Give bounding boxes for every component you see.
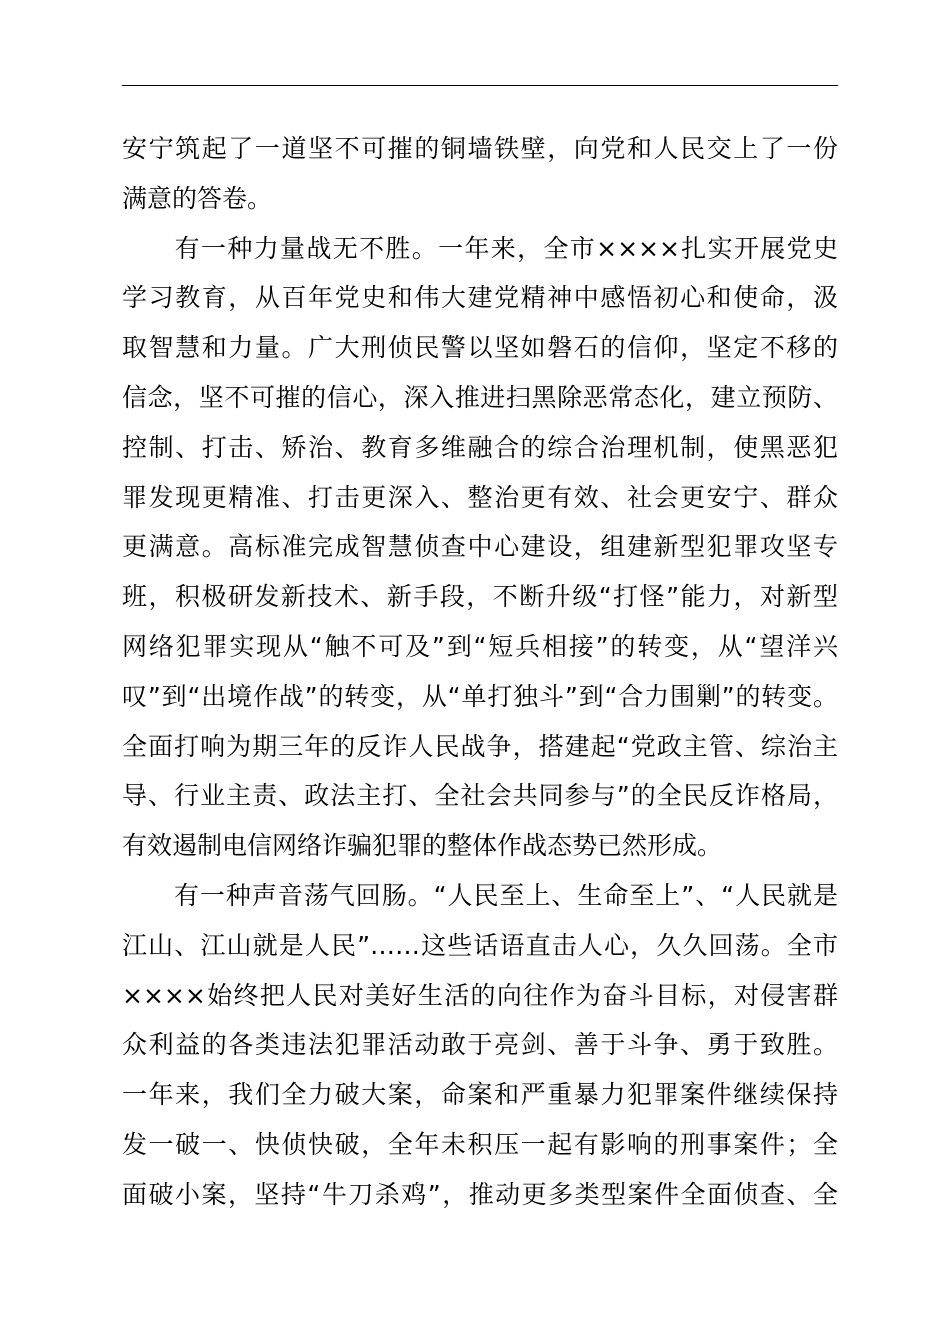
text-line: 发一破一、快侦快破，全年未积压一起有影响的刑事案件；全 — [122, 1129, 838, 1159]
text-line: 罪发现更精准、打击更深入、整治更有效、社会更安宁、群众 — [122, 482, 838, 512]
text-line: 有效遏制电信网络诈骗犯罪的整体作战态势已然形成。 — [122, 831, 723, 861]
text-line: 安宁筑起了一道坚不可摧的铜墙铁壁，向党和人民交上了一份 — [122, 134, 838, 163]
text-line: 一年来，我们全力破大案，命案和严重暴力犯罪案件继续保持 — [122, 1080, 838, 1110]
text-line: 学习教育，从百年党史和伟大建党精神中感悟初心和使命，汲 — [122, 283, 838, 313]
text-line: 满意的答卷。 — [122, 183, 273, 213]
text-line: 面破小案，坚持“牛刀杀鸡”，推动更多类型案件全面侦查、全 — [122, 1179, 838, 1209]
text-line: 控制、打击、矫治、教育多维融合的综合治理机制，使黑恶犯 — [122, 432, 838, 462]
text-line: ××××始终把人民对美好生活的向往作为奋斗目标，对侵害群 — [122, 980, 838, 1010]
text-line: 有一种力量战无不胜。一年来，全市××××扎实开展党史 — [122, 233, 838, 263]
body-text — [122, 124, 838, 1220]
header-rule — [122, 85, 838, 86]
text-line: 众利益的各类违法犯罪活动敢于亮剑、善于斗争、勇于致胜。 — [122, 1030, 838, 1060]
text-line: 网络犯罪实现从“触不可及”到“短兵相接”的转变，从“望洋兴 — [122, 631, 838, 661]
text-line: 班，积极研发新技术、新手段，不断升级“打怪”能力，对新型 — [122, 582, 838, 612]
text-line: 信念，坚不可摧的信心，深入推进扫黑除恶常态化，建立预防、 — [122, 382, 838, 412]
text-line: 江山、江山就是人民”……这些话语直击人心，久久回荡。全市 — [122, 930, 838, 960]
text-line: 有一种声音荡气回肠。“人民至上、生命至上”、“人民就是 — [122, 880, 838, 910]
text-line: 更满意。高标准完成智慧侦查中心建设，组建新型犯罪攻坚专 — [122, 532, 838, 562]
text-line: 全面打响为期三年的反诈人民战争，搭建起“党政主管、综治主 — [122, 731, 838, 761]
text-line: 取智慧和力量。广大刑侦民警以坚如磐石的信仰，坚定不移的 — [122, 333, 838, 363]
text-line: 导、行业主责、政法主打、全社会共同参与”的全民反诈格局， — [122, 781, 838, 811]
text-line: 叹”到“出境作战”的转变，从“单打独斗”到“合力围剿”的转变。 — [122, 681, 838, 711]
